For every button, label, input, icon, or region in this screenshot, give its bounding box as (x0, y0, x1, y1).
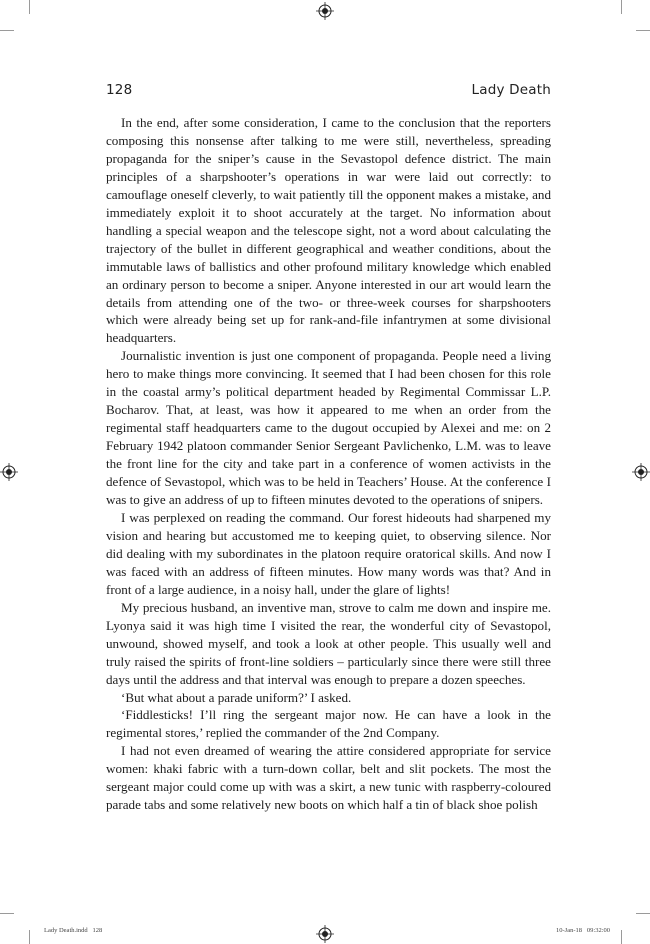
paragraph: I had not even dreamed of wearing the attire considered appropriate for service women: khaki fabric with a turn-down collar, belt and slit pockets. The most the sergeant major could come up with was a skirt, a new tunic with raspberry-coloured parade tabs and some relatively new boots on which half a tin of black shoe polish (106, 743, 551, 813)
paragraph: ‘Fiddlesticks! I’ll ring the sergeant major now. He can have a look in the regimental stores,’ replied the commander of the 2nd Company. (106, 707, 551, 741)
running-title: Lady Death (471, 82, 551, 98)
crop-mark (29, 0, 30, 14)
paragraph: Journalistic invention is just one component of propaganda. People need a living hero to make things more convincing. It seemed that I had been chosen for this role in the coastal army’s political department headed by Regimental Commissar L.P. Bocharov. That, at least, was how it appeared to me when an order from the regimental staff headquarters came to the dugout occupied by Alexei and me: on 2 February 1942 platoon commander Senior Sergeant Pavlichenko, L.M. was to leave the front line for the city and take part in a conference of women activists in the defence of Sevastopol, which was to be held in Teachers’ House. At the conference I was to give an address of up to fifteen minutes devoted to the operations of snipers. (106, 348, 551, 508)
body-text (106, 114, 551, 814)
running-header (106, 82, 551, 98)
paragraph: In the end, after some consideration, I came to the conclusion that the reporters composing this nonsense after talking to me were still, nevertheless, spreading propaganda for the sniper’s cause in the Sevastopol defence district. The main principles of a sharpshooter’s operations in war were laid out correctly: to camouflage oneself cleverly, to wait patiently till the opponent makes a mistake, and immediately exploit it to shoot accurately at the target. No information about handling a special weapon and the telescope sight, not a word about calculating the trajectory of the bullet in different geographical and weather conditions, about the immutable laws of ballistics and other profound military knowledge which enabled an ordinary person to become a sniper. Anyone interested in our art would learn the details from attending one of the two- or three-week courses for sharpshooters which were already being set up for rank-and-file infantrymen at some divisional headquarters. (106, 115, 551, 346)
crop-mark (636, 913, 650, 914)
crop-mark (29, 930, 30, 944)
print-timestamp: 10-Jan-18 09:32:00 (556, 927, 610, 934)
crop-mark (621, 930, 622, 944)
paragraph: ‘But what about a parade uniform?’ I asked. (121, 689, 352, 705)
registration-mark-icon (632, 463, 650, 481)
crop-mark (621, 0, 622, 14)
registration-mark-icon (316, 2, 334, 20)
crop-mark (0, 30, 14, 31)
file-info: Lady Death.indd 128 (44, 927, 103, 934)
paragraph: I was perplexed on reading the command. Our forest hideouts had sharpened my vision and hearing but accustomed me to keeping quiet, to observing silence. Nor did dealing with my subordinates in the platoon require oratorical skills. And now I was faced with an address of fifteen minutes. How many words was that? And in front of a large audience, in a noisy hall, under the glare of lights! (106, 509, 551, 597)
crop-mark (0, 913, 14, 914)
registration-mark-icon (0, 463, 18, 481)
crop-mark (636, 30, 650, 31)
page-number: 128 (106, 82, 133, 98)
printer-slug (44, 927, 610, 934)
paragraph: My precious husband, an inventive man, strove to calm me down and inspire me. Lyonya said it was high time I visited the rear, the wonderful city of Sevastopol, unwound, showed myself, and took a look at other people. This usually well and truly raised the spirits of front-line soldiers – particularly since there were still three days until the address and that interval was enough to prepare a dozen speeches. (106, 599, 551, 687)
